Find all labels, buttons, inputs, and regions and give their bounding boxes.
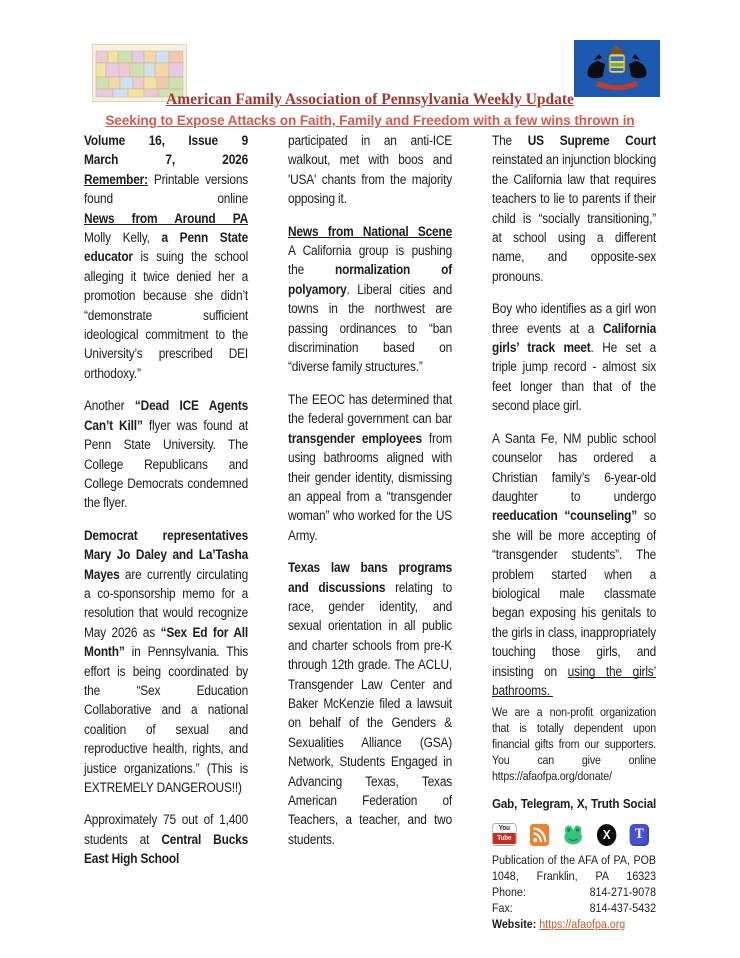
text-segment: The EEOC has determined that the federal government can bar (288, 391, 453, 427)
story-ice-flyer (84, 396, 248, 512)
story-supreme-court (492, 131, 656, 286)
text-segment: Remember: (84, 171, 148, 187)
x-icon[interactable]: X (597, 824, 616, 846)
website-label: Website: (492, 916, 537, 931)
text-segment: transgender employees (288, 430, 422, 446)
text-segment: participated in an anti-ICE walkout, met with boos and 'USA' chants from the majority opposing it. (288, 133, 453, 207)
contact-block (492, 853, 656, 932)
text-segment: a Penn State educator (84, 230, 249, 265)
text-segment: “Dead ICE Agents Can’t Kill” (84, 398, 249, 433)
youtube-icon-top-text: You (493, 824, 516, 833)
remember-note (84, 170, 248, 209)
newsletter-header (84, 42, 656, 130)
story-texas-law (288, 558, 452, 849)
phone-label: Phone: (492, 884, 526, 899)
text-segment: A Santa Fe, NM public school counselor has ordered a Christian family’s 6-year-old daughter to undergo (492, 430, 657, 504)
text-segment: The (492, 133, 528, 148)
section-heading-news-from-around-pa (84, 209, 248, 228)
date-line (84, 150, 248, 169)
column-right (492, 131, 656, 932)
gab-icon[interactable] (563, 824, 584, 846)
fax-number: 814-437-5432 (589, 900, 657, 915)
social-platforms-line (492, 794, 656, 813)
youtube-icon[interactable] (492, 823, 517, 846)
column-right-stories (492, 131, 656, 813)
text-segment: Molly Kelly, (84, 230, 162, 246)
column-left (84, 131, 248, 882)
section-heading-news-from-national-scene (288, 222, 452, 241)
text-segment: Volume 16, Issue 9 (84, 133, 249, 148)
text-segment: in Pennsylvania. This effort is being coordinated by the “Sex Education Collaborative and a national coalition of sexual and reproductive health, rights, and justice organizations.” (This is EXTREMELY DANGEROUS!!) (84, 644, 249, 795)
website-link[interactable]: https://afaofpa.org (539, 916, 626, 931)
text-segment: We are a non-profit organization that is totally dependent upon financial gifts from our supporters. You can give online https://afaofpa.org/donate/ (492, 705, 657, 783)
text-segment: “Sex Ed for All Month” (84, 624, 249, 660)
text-segment: from using bathrooms aligned with their gender identity, dismissing an appeal from a “transgender woman” who worked for the US Army. (288, 430, 453, 543)
newsletter-title: American Family Association of Pennsylvania Weekly Update (166, 91, 574, 108)
text-segment: News from National Scene (288, 223, 453, 239)
text-segment: A California group is pushing the (288, 243, 453, 278)
story-walkout-start (84, 810, 248, 868)
story-track-meet (492, 299, 656, 415)
phone-line (492, 885, 656, 901)
text-segment: Printable versions found online (84, 171, 249, 207)
text-segment: . Liberal cities and towns in the northwest are passing ordinances to “ban discrimination based on “diverse family structures.” (288, 281, 453, 375)
text-segment: Boy who identifies as a girl won three events at a (492, 301, 657, 336)
story-molly-kelly (84, 228, 248, 383)
volume-line (84, 131, 248, 150)
text-segment: flyer was found at Penn State University. The College Republicans and College Democrats condemned the flyer. (84, 417, 249, 511)
text-segment: relating to race, gender identity, and sexual orientation in all public and charter schools from pre-K through 12th grade. The ACLU, Transgender Law Center and Baker McKenzie filed a lawsuit on behalf of the Genders & Sexualities Alliance (GSA) Network, Students Engaged in Advancing Texas, Texas American Federation of Teachers, a teacher, and two students. (288, 579, 453, 847)
text-segment: are currently circulating a co-sponsorship memo for a resolution that would recognize May 2026 as (84, 566, 249, 640)
text-segment: is suing the school alleging it twice denied her a promotion because she didn’t “demonstrate sufficient ideological commitment to the University’s prescribed DEI orthodoxy.” (84, 249, 249, 381)
text-segment: Gab, Telegram, X, Truth Social (492, 795, 657, 811)
rss-icon[interactable] (530, 824, 549, 846)
text-segment: Central Bucks East High School (84, 831, 249, 867)
youtube-icon-bottom-text: Tube (493, 833, 516, 844)
newsletter-subtitle: Seeking to Expose Attacks on Faith, Family and Freedom with a few wins thrown in (105, 113, 635, 128)
text-segment: California girls’ track meet (492, 320, 657, 356)
text-segment: News from Around PA (84, 210, 249, 226)
column-middle (288, 131, 452, 862)
truth-social-icon[interactable]: T (630, 824, 649, 846)
text-segment: reeducation “counseling” (492, 508, 638, 524)
phone-number: 814-271-9078 (589, 884, 657, 899)
story-santa-fe (492, 429, 656, 701)
text-segment: Approximately 75 out of 1,400 students at (84, 812, 249, 847)
text-segment: so she will be more accepting of “transgender students”. The problem started when a biological male classmate began exposing his genitals to the girls in class, inappropriately touching those girls, and insisting on (492, 508, 657, 679)
website-line (492, 917, 656, 933)
story-eeoc (288, 390, 452, 545)
fax-label: Fax: (492, 900, 513, 915)
text-segment: Texas law bans programs and discussions (288, 560, 453, 595)
fax-line (492, 901, 656, 917)
header-text (84, 91, 656, 128)
story-walkout-continued (288, 131, 452, 209)
story-polyamory (288, 241, 452, 377)
pennsylvania-flag-image (574, 40, 660, 97)
text-segment: Democrat representatives Mary Jo Daley and La’Tasha Mayes (84, 527, 249, 582)
text-segment: Another (84, 398, 135, 414)
text-segment: using the girls’ bathrooms. (492, 663, 657, 698)
text-segment: US Supreme Court (527, 133, 657, 148)
text-segment: March 7, 2026 (84, 152, 249, 168)
nonprofit-note (492, 705, 656, 785)
publication-line: Publication of the AFA of PA, POB 1048, Franklin, PA 16323 (492, 853, 657, 884)
text-segment: normalization of polyamory (288, 262, 453, 297)
text-segment: reinstated an injunction blocking the California law that requires teachers to lie to parents if their child is “socially transitioning,” at school using a different name, and opposite-sex pronouns. (492, 152, 657, 284)
text-segment: . He set a triple jump record - almost six feet longer than that of the second place girl. (492, 340, 657, 414)
social-icons-row (492, 823, 649, 846)
story-sex-ed-month (84, 526, 248, 798)
